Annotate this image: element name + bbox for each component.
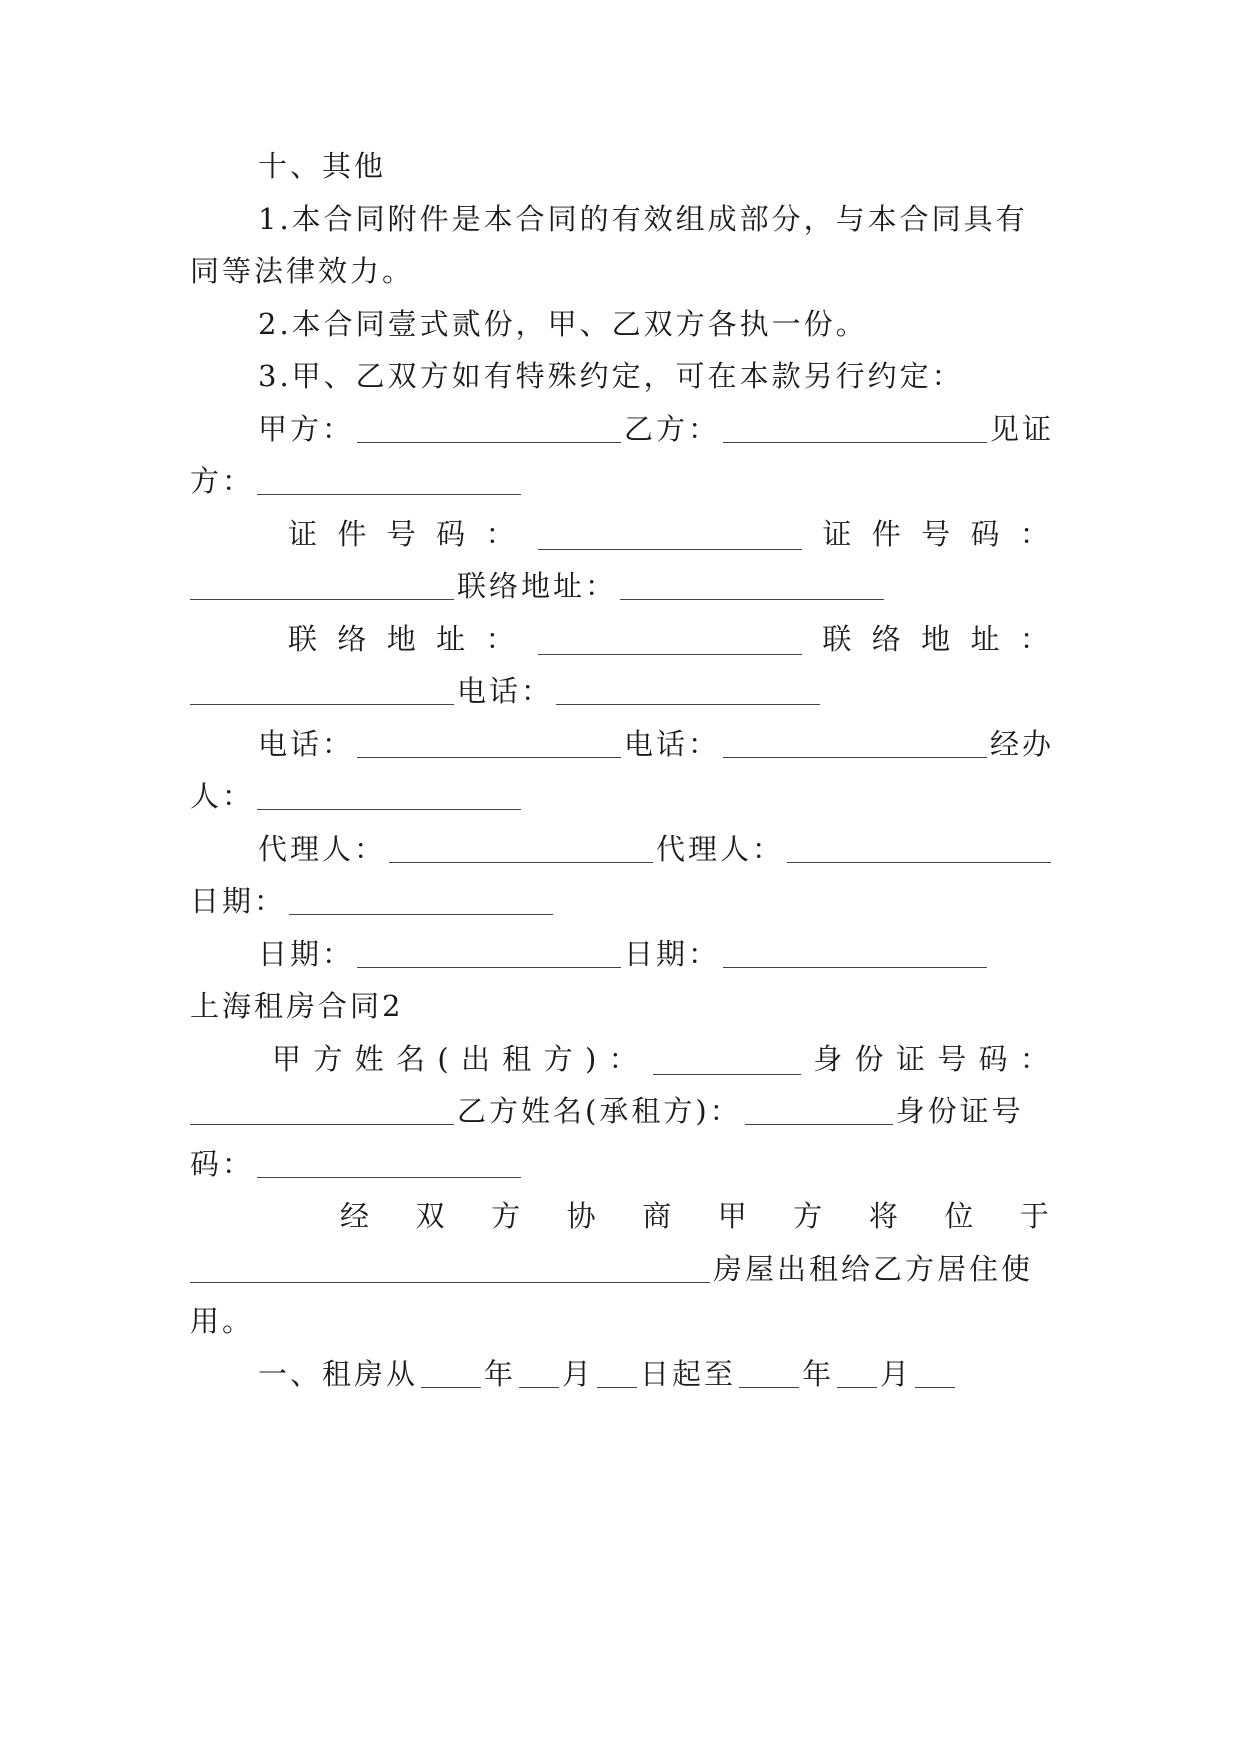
landlord-id-blank[interactable] (190, 1094, 454, 1125)
clause-2: 2.本合同壹式贰份，甲、乙双方各执一份。 (258, 307, 868, 341)
witness-date-blank[interactable] (289, 884, 553, 915)
witness-address-blank[interactable] (620, 569, 884, 600)
party-b-phone-blank[interactable] (723, 727, 987, 758)
tenant-name-line: 乙方姓名(承租方)： 身份证号 (190, 1089, 1052, 1133)
clause-3: 3.甲、乙双方如有特殊约定，可在本款另行约定： (258, 359, 964, 393)
contact-address-line-2: 电话： (190, 669, 1052, 713)
start-day-blank[interactable] (597, 1357, 637, 1388)
tenant-name-blank[interactable] (745, 1094, 893, 1125)
party-b-address-blank[interactable] (190, 674, 454, 705)
section-10-heading: 十、其他 (258, 149, 387, 183)
clause-1-line-1: 1.本合同附件是本合同的有效组成部分，与本合同具有 (258, 202, 1028, 236)
contract-2-title: 上海租房合同2 (190, 989, 404, 1023)
contact-address-line: 联 络 地 址 ： 联 络 地 址 ： (288, 622, 1052, 656)
end-year-blank[interactable] (739, 1357, 799, 1388)
landlord-name-blank[interactable] (653, 1044, 801, 1075)
id-number-line: 证 件 号 码 ： 证 件 号 码 ： (288, 517, 1052, 551)
start-year-blank[interactable] (421, 1357, 481, 1388)
negotiation-line: 经 双 方 协 商 甲 方 将 位 于 (340, 1199, 1052, 1233)
property-location-line: 房屋出租给乙方居住使 (190, 1247, 1052, 1291)
phone-line: 电话： 电话： 经办 (258, 727, 1055, 761)
party-a-id-blank[interactable] (538, 519, 802, 550)
party-a-blank[interactable] (357, 412, 621, 443)
id-number-line-2: 联络地址： (190, 564, 1052, 608)
party-b-id-blank[interactable] (190, 569, 454, 600)
witness-blank[interactable] (257, 464, 521, 495)
party-a-phone-blank[interactable] (357, 727, 621, 758)
end-month-blank[interactable] (837, 1357, 877, 1388)
lease-term-line: 一、租房从 年 月 日起至 年 月 (258, 1352, 1052, 1396)
property-location-blank[interactable] (190, 1252, 710, 1283)
signature-parties-line (258, 407, 1055, 451)
party-b-date-blank[interactable] (723, 937, 987, 968)
proxy-line: 代理人： 代理人： (258, 827, 1052, 871)
start-month-blank[interactable] (519, 1357, 559, 1388)
party-b-label: 乙方： (624, 412, 721, 446)
use-line: 用。 (190, 1304, 255, 1338)
party-a-date-blank[interactable] (357, 937, 621, 968)
witness-phone-blank[interactable] (556, 674, 820, 705)
party-a-proxy-blank[interactable] (389, 832, 653, 863)
party-a-address-blank[interactable] (538, 624, 802, 655)
witness-line: 方： (190, 459, 1052, 503)
tenant-id-line: 码： (190, 1142, 1052, 1186)
agent-blank[interactable] (257, 779, 521, 810)
end-day-blank[interactable] (915, 1357, 955, 1388)
date-line: 日期： 日期： (258, 932, 1052, 976)
clause-1-line-2: 同等法律效力。 (190, 254, 415, 288)
agent-line: 人： (190, 774, 1052, 818)
party-b-proxy-blank[interactable] (787, 832, 1051, 863)
witness-label: 见证 (990, 412, 1055, 446)
party-a-label: 甲方： (258, 412, 355, 446)
tenant-id-blank[interactable] (257, 1147, 521, 1178)
party-b-blank[interactable] (723, 412, 987, 443)
landlord-name-line: 甲 方 姓 名 ( 出 租 方 ) ： 身 份 证 号 码 ： (272, 1042, 1052, 1076)
date-line-witness: 日期： (190, 879, 1052, 923)
